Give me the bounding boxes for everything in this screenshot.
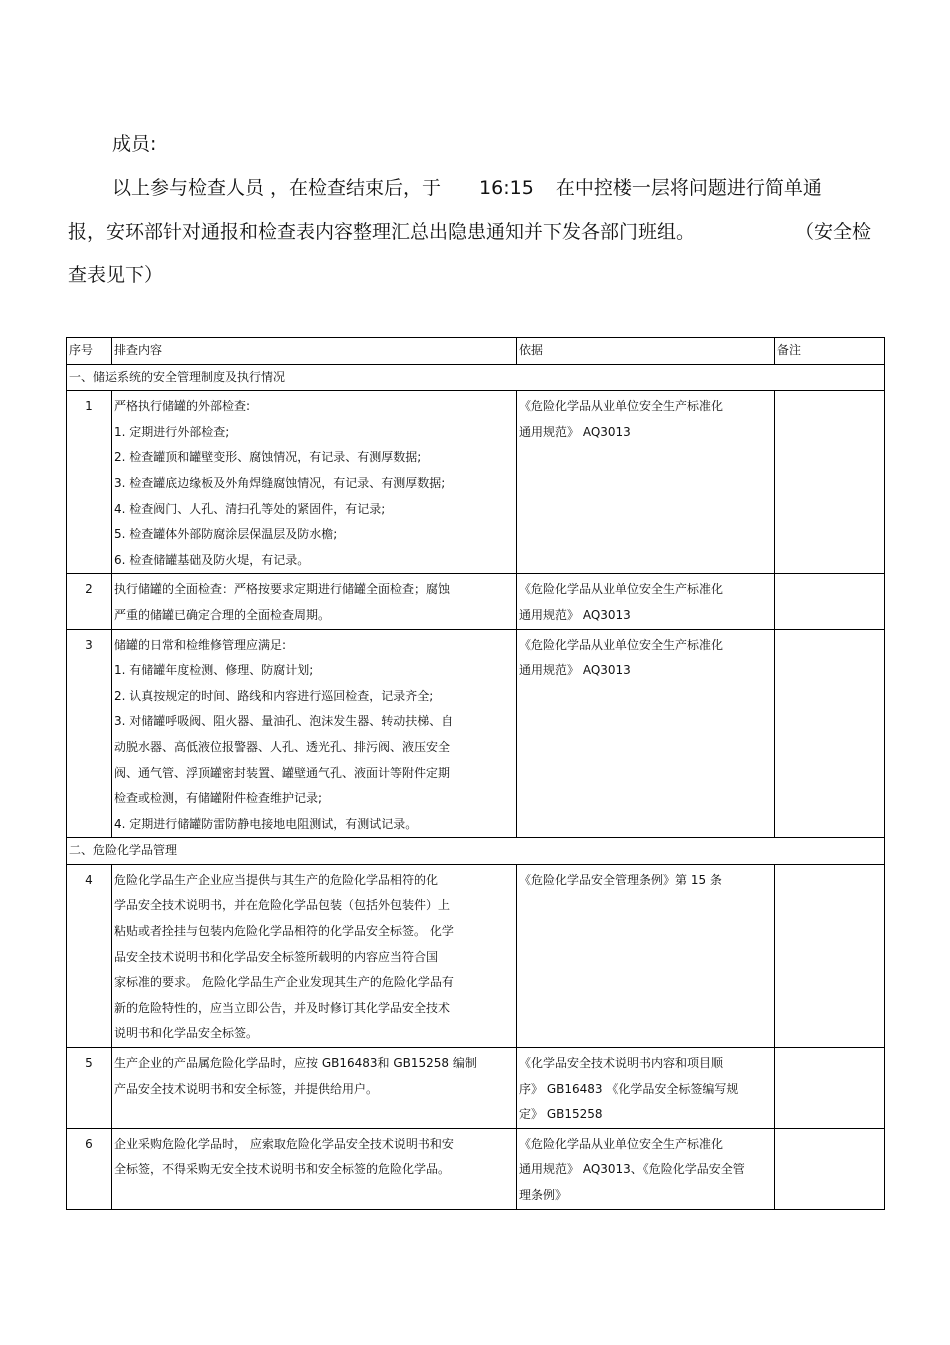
- check-content: [112, 864, 517, 1047]
- check-remark: [775, 1048, 885, 1129]
- table-header-row: [67, 338, 885, 365]
- check-remark: [775, 1128, 885, 1209]
- row-number: 4: [67, 864, 112, 1047]
- safety-check-table: [66, 337, 885, 1239]
- content-line: 阀、通气管、浮顶罐密封装置、罐壁通气孔、液面计等附件定期: [114, 765, 451, 780]
- content-line: 品安全技术说明书和化学品安全标签所载明的内容应当符合国: [114, 949, 439, 964]
- intro-line-3: 查表见下）: [68, 264, 164, 286]
- content-line: 企业采购危险化学品时， 应索取危险化学品安全技术说明书和安: [114, 1136, 454, 1151]
- basis-line: 通用规范》 AQ3013: [519, 424, 631, 439]
- basis-line: 序》 GB16483 《化学品安全标签编写规: [519, 1081, 739, 1096]
- content-line: 2. 认真按规定的时间、路线和内容进行巡回检查，记录齐全;: [114, 688, 434, 703]
- basis-line: 通用规范》 AQ3013、《危险化学品安全管: [519, 1162, 745, 1177]
- content-line: 执行储罐的全面检查：严格按要求定期进行储罐全面检查；腐蚀: [114, 582, 451, 597]
- content-line: 产品安全技术说明书和安全标签，并提供给用户。: [114, 1081, 379, 1096]
- content-line: 6. 检查储罐基础及防火堤，有记录。: [114, 552, 310, 567]
- basis-line: 通用规范》 AQ3013: [519, 663, 631, 678]
- table-row: [67, 391, 885, 574]
- content-line: 严重的储罐已确定合理的全面检查周期。: [114, 607, 331, 622]
- content-line: 1. 定期进行外部检查;: [114, 424, 230, 439]
- section-title: 一、储运系统的安全管理制度及执行情况: [67, 364, 885, 391]
- table-row: [67, 864, 885, 1047]
- row-number: 3: [67, 629, 112, 838]
- page-bottom-margin: [0, 1210, 950, 1345]
- check-content: [112, 1128, 517, 1209]
- intro-line-2-part-b: （安全检: [794, 221, 871, 243]
- content-line: 动脱水器、高低液位报警器、人孔、透光孔、排污阀、液压安全: [114, 739, 451, 754]
- members-label: 成员:: [112, 133, 157, 155]
- header-basis: 依据: [517, 338, 775, 365]
- check-remark: [775, 574, 885, 629]
- header-no: 序号: [67, 338, 112, 365]
- table-row: [67, 574, 885, 629]
- content-line: 全标签，不得采购无安全技术说明书和安全标签的危险化学品。: [114, 1162, 451, 1177]
- row-number: 1: [67, 391, 112, 574]
- content-line: 3. 对储罐呼吸阀、阻火器、量油孔、泡沫发生器、转动扶梯、自: [114, 714, 454, 729]
- intro-time: 16:15: [479, 177, 534, 199]
- content-line: 检查或检测，有储罐附件检查维护记录;: [114, 791, 323, 806]
- check-basis: [517, 1128, 775, 1209]
- check-remark: [775, 629, 885, 838]
- content-line: 家标准的要求。 危险化学品生产企业发现其生产的危险化学品有: [114, 975, 454, 990]
- check-content: [112, 629, 517, 838]
- content-line: 5. 检查罐体外部防腐涂层保温层及防水檐;: [114, 527, 338, 542]
- basis-line: 《危险化学品从业单位安全生产标准化: [519, 582, 724, 597]
- check-basis: [517, 1048, 775, 1129]
- basis-line: 《化学品安全技术说明书内容和项目顺: [519, 1056, 724, 1071]
- basis-line: 通用规范》 AQ3013: [519, 607, 631, 622]
- content-line: 2. 检查罐顶和罐壁变形、腐蚀情况，有记录、有测厚数据;: [114, 450, 422, 465]
- section-row: [67, 364, 885, 391]
- check-basis: [517, 574, 775, 629]
- row-number: 2: [67, 574, 112, 629]
- basis-line: 定》 GB15258: [519, 1107, 603, 1122]
- content-line: 新的危险特性的，应当立即公告，并及时修订其化学品安全技术: [114, 1000, 451, 1015]
- content-line: 严格执行储罐的外部检查:: [114, 399, 251, 414]
- content-line: 危险化学品生产企业应当提供与其生产的危险化学品相符的化: [114, 872, 439, 887]
- basis-line: 理条例》: [519, 1188, 568, 1202]
- basis-line: 《危险化学品从业单位安全生产标准化: [519, 1136, 724, 1151]
- check-basis: [517, 391, 775, 574]
- check-basis: [517, 629, 775, 838]
- content-line: 学品安全技术说明书，并在危险化学品包装（包括外包装件）上: [114, 898, 451, 913]
- content-line: 说明书和化学品安全标签。: [114, 1026, 259, 1041]
- content-line: 1. 有储罐年度检测、修理、防腐计划;: [114, 663, 314, 678]
- basis-line: 《危险化学品从业单位安全生产标准化: [519, 399, 724, 414]
- intro-line-2-part-a: 报，安环部针对通报和检查表内容整理汇总出隐患通知并下发各部门班组。: [68, 221, 696, 243]
- intro-line-1-part-b: 在中控楼一层将问题进行简单通: [555, 177, 822, 199]
- intro-line-1-part-a: 以上参与检查人员 ，在检查结束后，于: [112, 177, 442, 199]
- check-content: [112, 574, 517, 629]
- intro-line-1: [112, 176, 822, 200]
- content-line: 粘贴或者拴挂与包装内危险化学品相符的化学品安全标签。 化学: [114, 924, 454, 939]
- basis-line: 《危险化学品从业单位安全生产标准化: [519, 637, 724, 652]
- check-content: [112, 391, 517, 574]
- content-line: 3. 检查罐底边缘板及外角焊缝腐蚀情况，有记录、有测厚数据;: [114, 475, 446, 490]
- content-line: 4. 检查阀门、人孔、清扫孔等处的紧固件，有记录;: [114, 501, 386, 516]
- header-content: 排查内容: [112, 338, 517, 365]
- section-row: [67, 838, 885, 865]
- content-line: 储罐的日常和检维修管理应满足:: [114, 637, 287, 652]
- check-content: [112, 1048, 517, 1129]
- basis-line: 《危险化学品安全管理条例》第 15 条: [519, 872, 722, 887]
- content-line: 生产企业的产品属危险化学品时，应按 GB16483和 GB15258 编制: [114, 1056, 477, 1071]
- section-title: 二、危险化学品管理: [67, 838, 885, 865]
- table-row: [67, 1128, 885, 1209]
- header-remark: 备注: [775, 338, 885, 365]
- row-number: 5: [67, 1048, 112, 1129]
- check-remark: [775, 391, 885, 574]
- table-row: [67, 629, 885, 838]
- table-row: [67, 1048, 885, 1129]
- row-number: 6: [67, 1128, 112, 1209]
- check-basis: [517, 864, 775, 1047]
- content-line: 4. 定期进行储罐防雷防静电接地电阻测试，有测试记录。: [114, 816, 418, 831]
- check-remark: [775, 864, 885, 1047]
